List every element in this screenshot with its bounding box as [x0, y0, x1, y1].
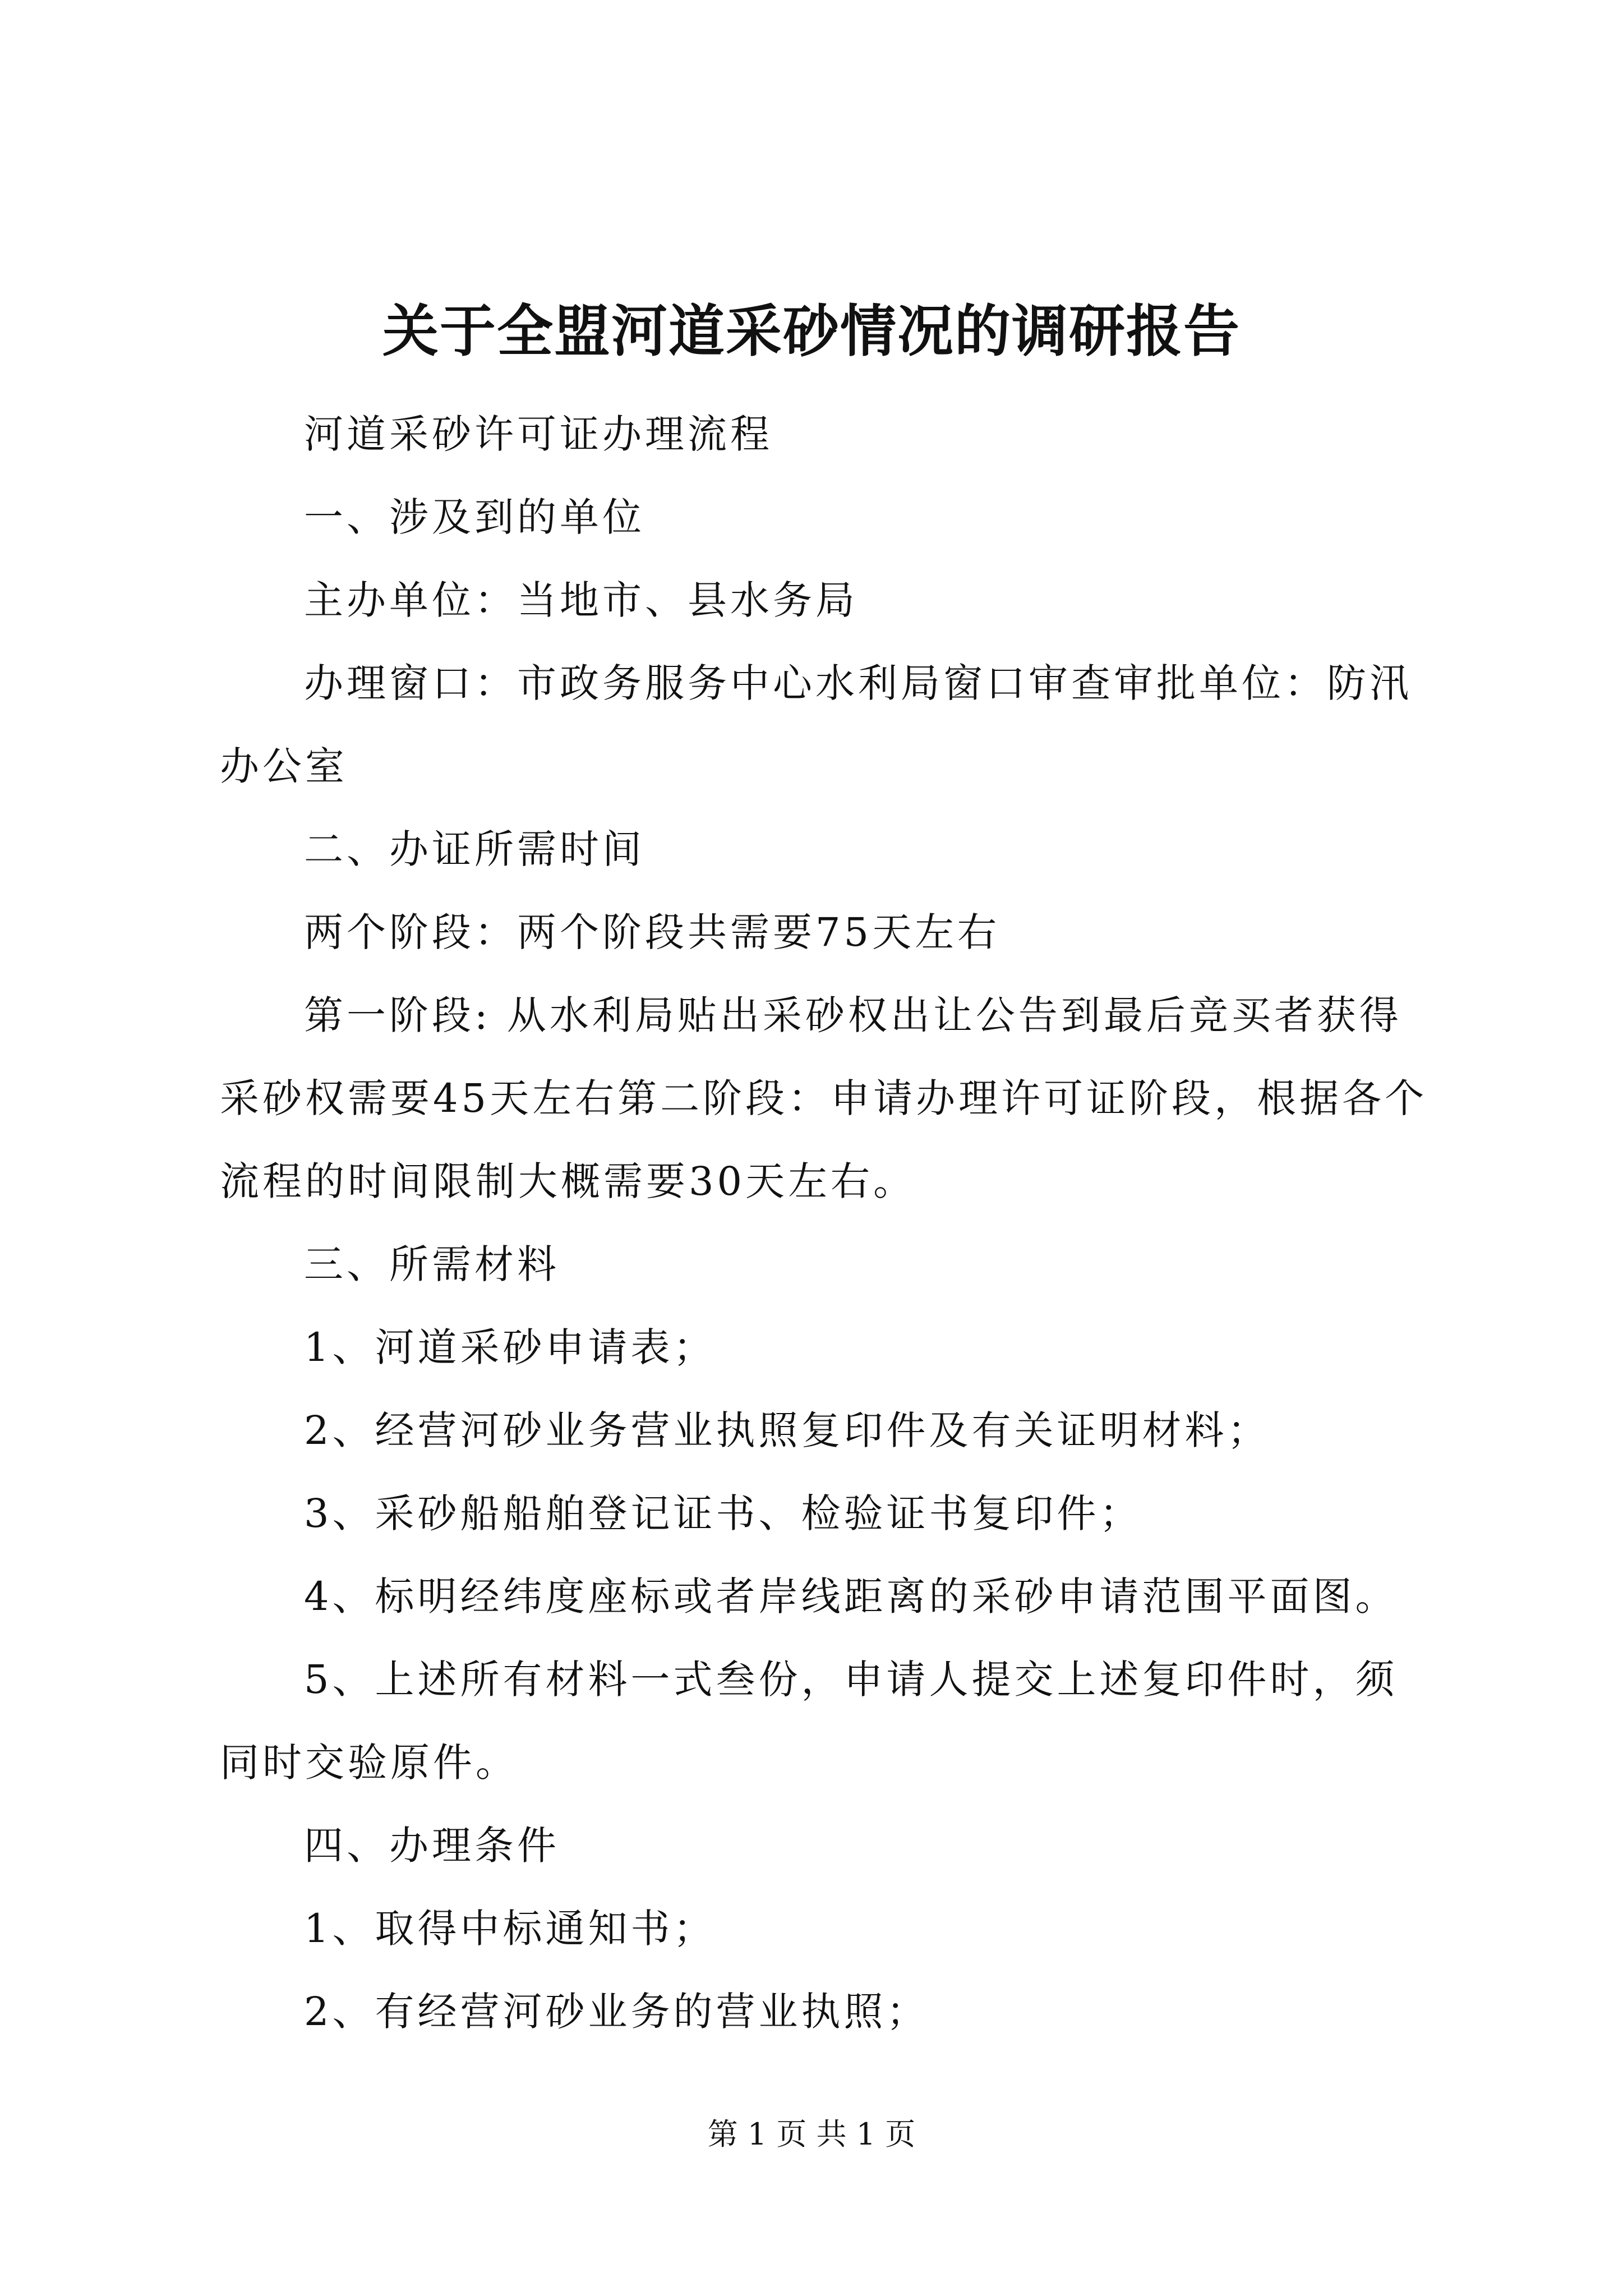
list-item-material-3: 3、采砂船船舶登记证书、检验证书复印件； [304, 1490, 1142, 1536]
paragraph-section-2: 二、办证所需时间 [304, 826, 645, 872]
paragraph-host-unit: 主办单位：当地市、县水务局 [304, 577, 858, 623]
paragraph-section-3: 三、所需材料 [304, 1241, 560, 1287]
list-item-material-1: 1、河道采砂申请表； [304, 1324, 716, 1370]
paragraph-section-4: 四、办理条件 [304, 1823, 560, 1869]
paragraph-section-1: 一、涉及到的单位 [304, 494, 645, 540]
paragraph-heading-process: 河道采砂许可证办理流程 [304, 411, 773, 457]
document-body [220, 393, 1431, 2053]
list-item-material-4: 4、标明经纬度座标或者岸线距离的采砂申请范围平面图。 [304, 1573, 1398, 1619]
paragraph-stage-details: 第一阶段: 从水利局贴出采砂权出让公告到最后竞买者获得采砂权需要45天左右第二阶段：申请办理许可证阶段，根据各个流程的时间限制大概需要30天左右。 [220, 992, 1428, 1204]
list-item-condition-1: 1、取得中标通知书； [304, 1906, 716, 1952]
list-item-material-5: 5、上述所有材料一式叁份，申请人提交上述复印件时，须同时交验原件。 [220, 1657, 1398, 1786]
list-item-condition-2: 2、有经营河砂业务的营业执照； [304, 1989, 929, 2035]
page-number-footer: 第 1 页 共 1 页 [707, 2116, 916, 2152]
list-item-material-2: 2、经营河砂业务营业执照复印件及有关证明材料； [304, 1407, 1270, 1453]
paragraph-service-window: 办理窗口：市政务服务中心水利局窗口审查审批单位：防汛办公室 [220, 660, 1412, 789]
paragraph-two-stages: 两个阶段：两个阶段共需要75天左右 [304, 909, 1000, 955]
document-title: 关于全盟河道采砂情况的调研报告 [382, 298, 1241, 364]
